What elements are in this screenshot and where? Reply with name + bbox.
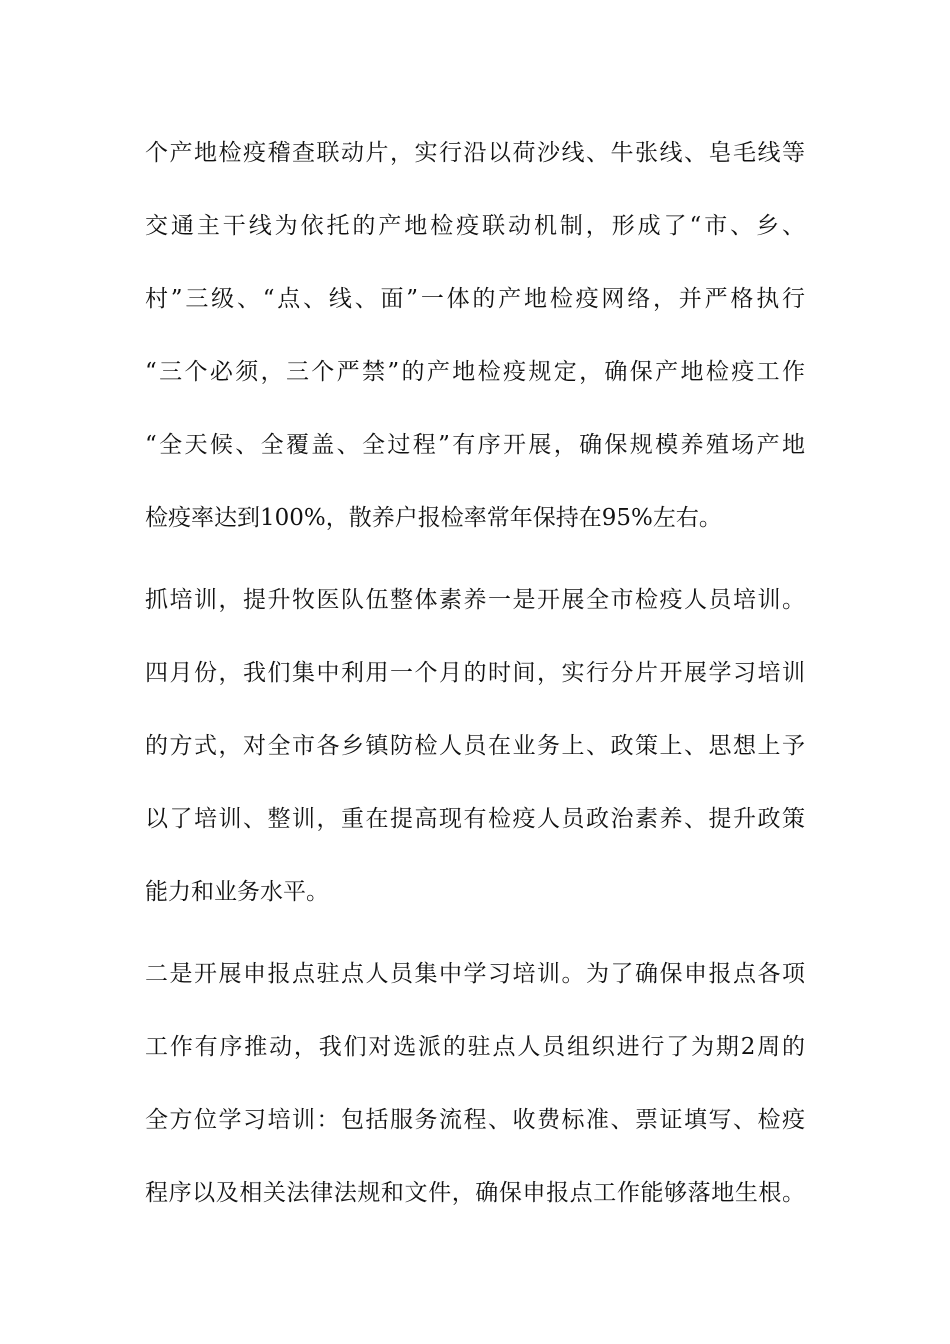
text-line: 检疫率达到100%，散养户报检率常年保持在95%左右。 (145, 505, 722, 531)
text-line: 个产地检疫稽查联动片，实行沿以荷沙线、牛张线、皂毛线等 (145, 140, 805, 166)
text-line: 村”三级、“点、线、面”一体的产地检疫网络，并严格执行 (145, 286, 805, 312)
text-line: 工作有序推动，我们对选派的驻点人员组织进行了为期2周的 (145, 1034, 805, 1060)
text-line: 程序以及相关法律法规和文件，确保申报点工作能够落地生根。 (145, 1180, 805, 1206)
text-line: 抓培训，提升牧医队伍整体素养一是开展全市检疫人员培训。 (145, 587, 805, 613)
text-line: 二是开展申报点驻点人员集中学习培训。为了确保申报点各项 (145, 961, 805, 987)
text-line: 能力和业务水平。 (145, 879, 329, 905)
text-line: 四月份，我们集中利用一个月的时间，实行分片开展学习培训 (145, 660, 805, 686)
text-line: 的方式，对全市各乡镇防检人员在业务上、政策上、思想上予 (145, 733, 805, 759)
text-line: 交通主干线为依托的产地检疫联动机制，形成了“市、乡、 (145, 213, 805, 239)
text-line: “全天候、全覆盖、全过程”有序开展，确保规模养殖场产地 (145, 432, 805, 458)
text-line: 全方位学习培训：包括服务流程、收费标准、票证填写、检疫 (145, 1107, 805, 1133)
text-line: “三个必须，三个严禁”的产地检疫规定，确保产地检疫工作 (145, 359, 805, 385)
text-line: 以了培训、整训，重在提高现有检疫人员政治素养、提升政策 (145, 806, 805, 832)
